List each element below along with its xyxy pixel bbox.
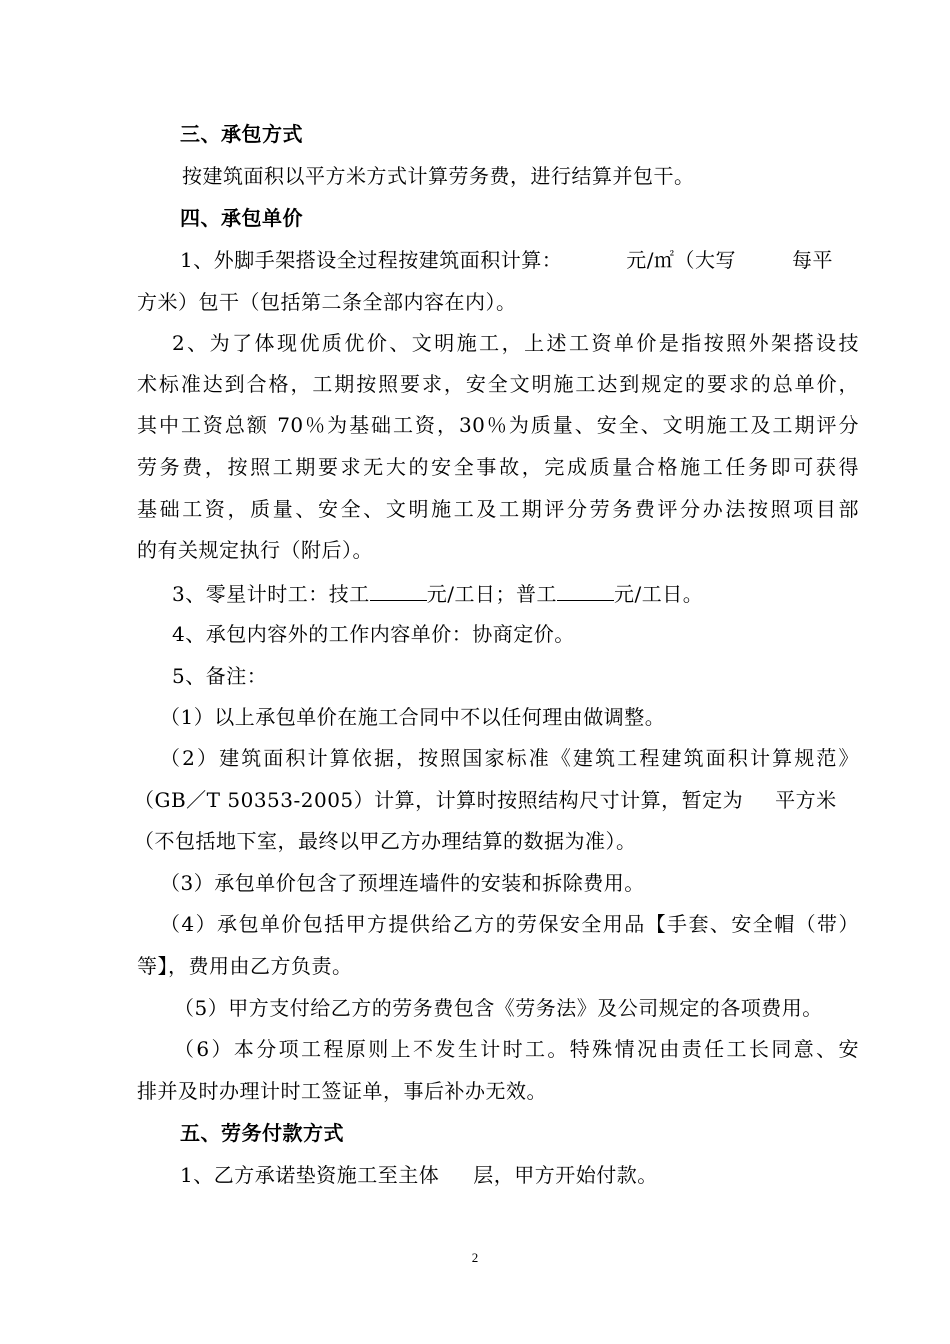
payment-item-1 xyxy=(180,1163,658,1187)
note-2-line-2 xyxy=(134,788,837,812)
note-4-line-1: （4）承包单价包括甲方提供给乙方的劳保安全用品【手套、安全帽（带） xyxy=(160,912,859,936)
item-1-text-b: 元/㎡（大写 xyxy=(626,248,736,272)
section-4-heading: 四、承包单价 xyxy=(180,206,303,230)
unit-price-item-3 xyxy=(172,580,703,606)
unit-price-item-5: 5、备注： xyxy=(172,664,268,688)
item-1-text-a: 1、外脚手架搭设全过程按建筑面积计算： xyxy=(180,248,563,272)
note-6-line-2: 排并及时办理计时工签证单，事后补办无效。 xyxy=(137,1079,547,1103)
general-worker-rate-blank xyxy=(557,580,614,601)
unit-price-item-2-line-3: 其中工资总额 70％为基础工资，30％为质量、安全、文明施工及工期评分 xyxy=(137,413,859,437)
section-5-heading: 五、劳务付款方式 xyxy=(180,1121,344,1145)
skilled-worker-rate-blank xyxy=(370,580,427,601)
note-6-line-1: （6）本分项工程原则上不发生计时工。特殊情况由责任工长同意、安 xyxy=(174,1037,859,1061)
item-3-text-c: 元/工日。 xyxy=(613,582,704,606)
section-3-body: 按建筑面积以平方米方式计算劳务费，进行结算并包干。 xyxy=(182,164,695,188)
note-2-text-a: （GB／T 50353-2005）计算，计算时按照结构尺寸计算，暂定为 xyxy=(134,788,744,812)
unit-price-item-2-line-4: 劳务费，按照工期要求无大的安全事故，完成质量合格施工任务即可获得 xyxy=(137,455,859,479)
note-2-line-3: （不包括地下室，最终以甲乙方办理结算的数据为准）。 xyxy=(134,829,637,853)
item-3-text-b: 元/工日；普工 xyxy=(426,582,557,606)
unit-price-item-1-cont: 方米）包干（包括第二条全部内容在内）。 xyxy=(137,290,517,314)
item-3-text-a: 3、零星计时工：技工 xyxy=(172,582,370,606)
item-1-text-c: 每平 xyxy=(791,248,833,272)
note-3: （3）承包单价包含了预埋连墙件的安装和拆除费用。 xyxy=(160,871,645,895)
unit-price-item-2-line-2: 术标准达到合格，工期按照要求，安全文明施工达到规定的要求的总单价， xyxy=(137,372,859,396)
note-2-line-1: （2）建筑面积计算依据，按照国家标准《建筑工程建筑面积计算规范》 xyxy=(160,746,859,770)
section-3-heading: 三、承包方式 xyxy=(180,122,303,146)
unit-price-item-2-line-1: 2、为了体现优质优价、文明施工，上述工资单价是指按照外架搭设技 xyxy=(172,331,859,355)
unit-price-item-2-line-6: 的有关规定执行（附后）。 xyxy=(137,538,373,562)
note-5: （5）甲方支付给乙方的劳务费包含《劳务法》及公司规定的各项费用。 xyxy=(174,996,823,1020)
payment-item-1-text-b: 层，甲方开始付款。 xyxy=(473,1163,658,1187)
note-4-line-2: 等】，费用由乙方负责。 xyxy=(137,954,353,978)
unit-price-item-4: 4、承包内容外的工作内容单价：协商定价。 xyxy=(172,622,575,646)
note-1: （1）以上承包单价在施工合同中不以任何理由做调整。 xyxy=(160,705,666,729)
note-2-text-b: 平方米 xyxy=(775,788,837,812)
payment-item-1-text-a: 1、乙方承诺垫资施工至主体 xyxy=(180,1163,440,1187)
unit-price-item-1 xyxy=(180,248,833,272)
page-number: 2 xyxy=(471,1250,479,1265)
unit-price-item-2-line-5: 基础工资，质量、安全、文明施工及工期评分劳务费评分办法按照项目部 xyxy=(137,497,859,521)
